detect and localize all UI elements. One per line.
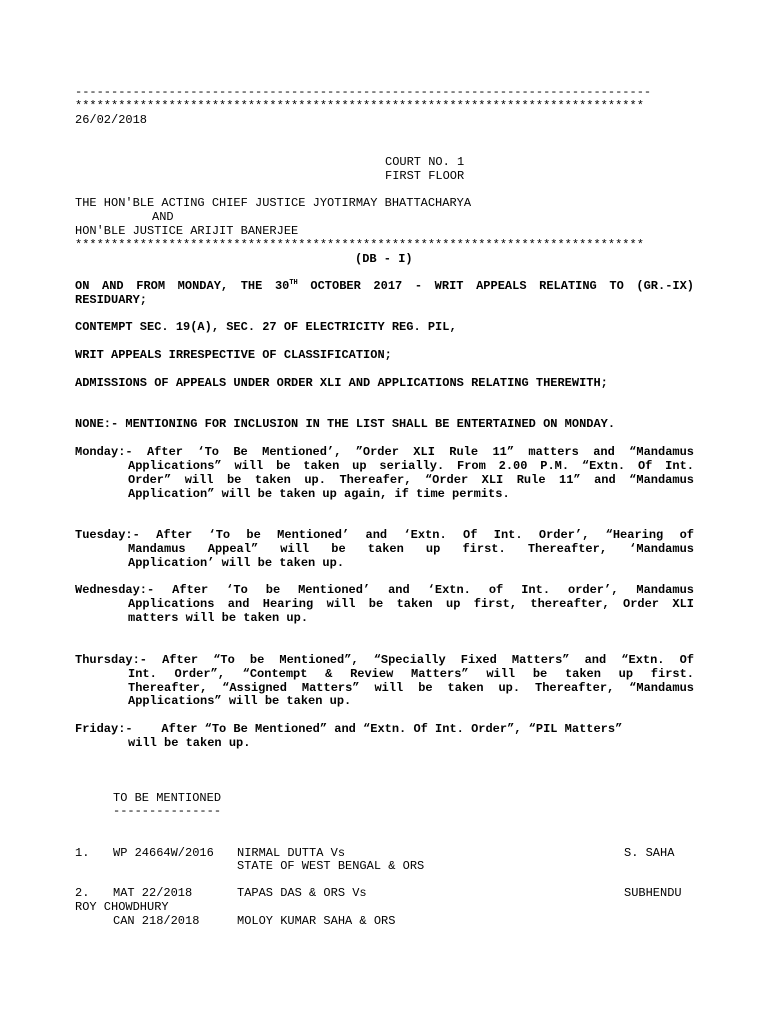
case-2-number: 2. <box>75 886 90 900</box>
star-separator-bottom: ******************************************************************************* <box>75 238 644 252</box>
case-2-respondent: MOLOY KUMAR SAHA & ORS <box>237 914 396 928</box>
judge-1: THE HON'BLE ACTING CHIEF JUSTICE JYOTIRMAY BHATTACHARYA <box>75 196 472 210</box>
thursday-line-2: Int. Order”, “Contempt & Review Matters” will be taken up first. <box>128 667 694 681</box>
friday-line-1: Friday:- After “To Be Mentioned” and “Extn. Of Int. Order”, “PIL Matters” <box>75 722 623 736</box>
notice-admissions: ADMISSIONS OF APPEALS UNDER ORDER XLI AND APPLICATIONS RELATING THEREWITH; <box>75 376 608 390</box>
thursday-line-1: Thursday:- After “To be Mentioned”, “Specially Fixed Matters” and “Extn. Of <box>75 653 694 667</box>
case-2-id: MAT 22/2018 <box>113 886 193 900</box>
monday-line-4: Application” will be taken up again, if time permits. <box>128 487 510 501</box>
judge-2: HON'BLE JUSTICE ARIJIT BANERJEE <box>75 224 299 238</box>
notice-line-1: ON AND FROM MONDAY, THE 30TH OCTOBER 2017 - WRIT APPEALS RELATING TO (GR.-IX) <box>75 279 695 293</box>
case-1-petitioner: NIRMAL DUTTA Vs <box>237 846 346 860</box>
monday-line-2: Applications” will be taken up serially. From 2.00 P.M. “Extn. Of Int. <box>128 459 694 473</box>
notice-none: NONE:- MENTIONING FOR INCLUSION IN THE LIST SHALL BE ENTERTAINED ON MONDAY. <box>75 417 616 431</box>
case-1-respondent: STATE OF WEST BENGAL & ORS <box>237 859 425 873</box>
case-2-advocate: SUBHENDU <box>624 886 682 900</box>
thursday-line-3: Thereafter, “Assigned Matters” will be taken up. Thereafter, “Mandamus <box>128 681 694 695</box>
judges-and: AND <box>152 210 174 224</box>
wednesday-line-2: Applications and Hearing will be taken up first, thereafter, Order XLI <box>128 597 694 611</box>
star-separator-top: ******************************************************************************* <box>75 99 644 113</box>
tuesday-line-1: Tuesday:- After ‘To be Mentioned’ and ‘Extn. Of Int. Order’, “Hearing of <box>75 528 694 542</box>
case-1-id: WP 24664W/2016 <box>113 846 214 860</box>
list-date: 26/02/2018 <box>75 113 148 127</box>
wednesday-line-3: matters will be taken up. <box>128 611 309 625</box>
section-title: TO BE MENTIONED <box>113 791 222 805</box>
thursday-line-4: Applications” will be taken up. <box>128 694 352 708</box>
dash-separator: -------------------------------------------------------------------------------- <box>75 85 652 99</box>
friday-line-2: will be taken up. <box>128 736 251 750</box>
notice-line-2: RESIDUARY; <box>75 293 148 307</box>
tuesday-line-2: Mandamus Appeal” will be taken up first. Thereafter, ‘Mandamus <box>128 542 694 556</box>
court-floor: FIRST FLOOR <box>385 169 465 183</box>
monday-line-1: Monday:- After ‘To Be Mentioned’, ”Order XLI Rule 11” matters and “Mandamus <box>75 445 694 459</box>
notice-contempt: CONTEMPT SEC. 19(A), SEC. 27 OF ELECTRICITY REG. PIL, <box>75 320 457 334</box>
bench-label: (DB - I) <box>355 252 413 266</box>
case-2-sub-case: CAN 218/2018 <box>113 914 200 928</box>
section-underline: --------------- <box>113 804 222 818</box>
tuesday-line-3: Application’ will be taken up. <box>128 556 345 570</box>
notice-writ: WRIT APPEALS IRRESPECTIVE OF CLASSIFICATION; <box>75 348 392 362</box>
monday-line-3: Order” will be taken up. Thereafer, “Order XLI Rule 11” and “Mandamus <box>128 473 694 487</box>
case-2-petitioner: TAPAS DAS & ORS Vs <box>237 886 367 900</box>
court-number: COURT NO. 1 <box>385 155 465 169</box>
case-2-advocate-cont: ROY CHOWDHURY <box>75 900 169 914</box>
wednesday-line-1: Wednesday:- After ‘To be Mentioned’ and ‘Extn. of Int. order’, Mandamus <box>75 583 694 597</box>
case-1-advocate: S. SAHA <box>624 846 675 860</box>
case-1-number: 1. <box>75 846 90 860</box>
